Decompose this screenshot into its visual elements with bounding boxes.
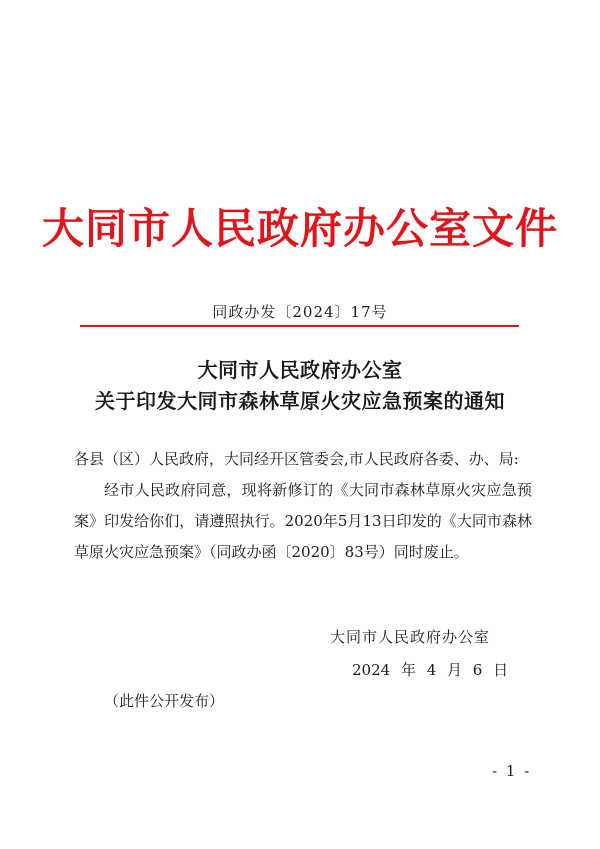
signature-date: 2024 年 4 月 6 日 [352,661,509,679]
document-title-line-2: 关于印发大同市森林草原火灾应急预案的通知 [95,389,505,413]
red-divider [80,325,519,327]
page-number: - 1 - [492,762,532,780]
addressee: 各县（区）人民政府，大同经开区管委会,市人民政府各委、办、局: [74,450,519,468]
body-paragraph: 经市人民政府同意，现将新修订的《大同市森林草原火灾应急预案》印发给你们，请遵照执行。2020年5月13日印发的《大同市森林草原火灾应急预案》（同政办函〔2020〕83号）同时废止。 [74,481,532,561]
signature: 大同市人民政府办公室 [330,628,491,646]
document-number: 同政办发〔2024〕17号 [212,303,388,321]
document-header: 大同市人民政府办公室文件 [41,204,558,253]
document-title-line-1: 大同市人民政府办公室 [197,358,403,382]
publish-note: （此件公开发布） [104,692,225,710]
